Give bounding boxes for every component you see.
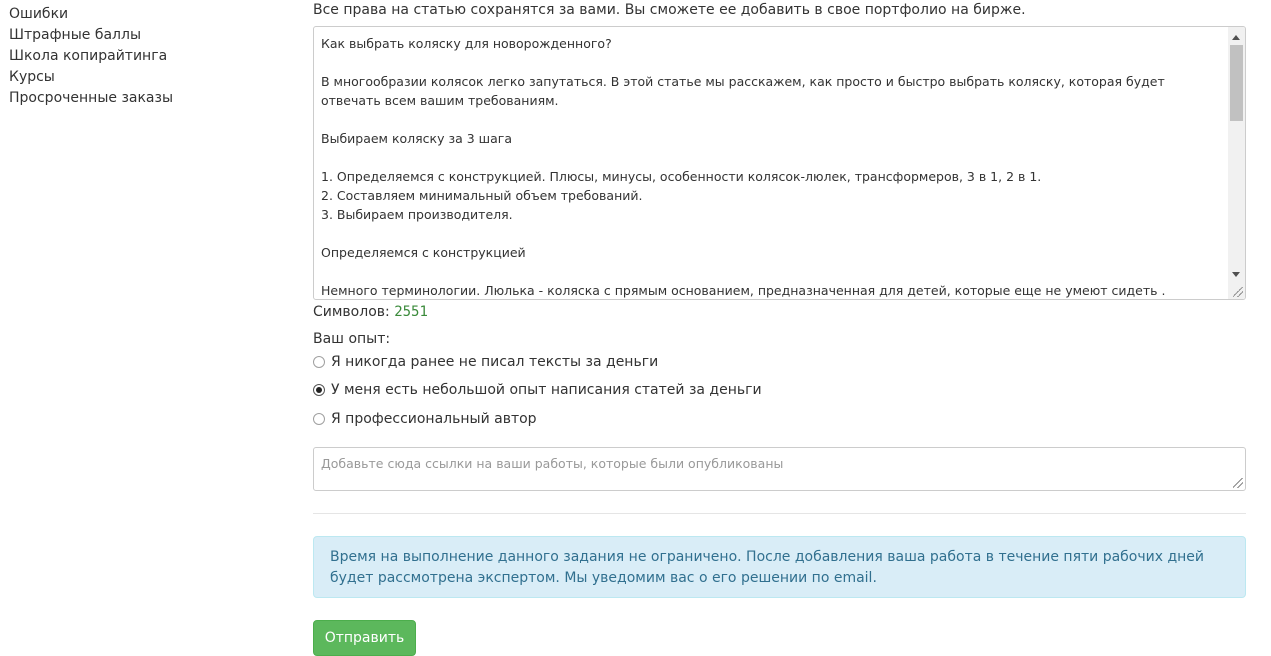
sidebar-item-copywriting-school[interactable]: Школа копирайтинга — [9, 48, 168, 64]
char-counter-value: 2551 — [394, 304, 428, 320]
submit-button[interactable]: Отправить — [313, 620, 416, 656]
experience-option-some[interactable] — [313, 380, 762, 400]
portfolio-links-textarea[interactable] — [313, 447, 1246, 491]
sidebar-menu — [9, 4, 279, 109]
sidebar-item-penalty-points[interactable]: Штрафные баллы — [9, 27, 141, 43]
article-scrollbar[interactable] — [1228, 27, 1245, 299]
sidebar-item-overdue-orders[interactable]: Просроченные заказы — [9, 90, 173, 106]
experience-option-label: Я никогда ранее не писал тексты за деньги — [331, 354, 659, 370]
scroll-thumb[interactable] — [1230, 45, 1243, 121]
experience-option-none[interactable] — [313, 352, 658, 372]
experience-option-professional[interactable] — [313, 409, 537, 429]
info-alert: Время на выполнение данного задания не ограничено. После добавления ваша работа в течение пяти рабочих дней будет рассмотрена экспертом. Мы уведомим вас о его решении по email. — [313, 536, 1246, 598]
resize-handle-icon[interactable] — [1233, 478, 1243, 488]
portfolio-links-placeholder: Добавьте сюда ссылки на ваши работы, которые были опубликованы — [321, 456, 784, 471]
article-text: Как выбрать коляску для новорожденного? В многообразии колясок легко запутаться. В этой статье мы расскажем, как просто и быстро выбрать коляску, которая будет отвечать всем вашим требованиям. Выбираем коляску за 3 шага 1. Определяемся с конструкцией. Плюсы, минусы, особенности колясок-люлек, трансформеров, 3 в 1, 2 в 1. 2. Составляем минимальный объем требований. 3. Выбираем производителя. Определяемся с конструкцией Немного терминологии. Люлька - коляска с прямым основанием, предназначенная для детей, которые еще не умеют сидеть . — [321, 36, 1166, 298]
article-textarea[interactable] — [313, 26, 1246, 300]
char-counter-label: Символов: — [313, 304, 390, 320]
divider — [313, 513, 1246, 514]
scroll-up-icon[interactable] — [1232, 35, 1240, 40]
experience-label: Ваш опыт: — [313, 331, 391, 347]
experience-option-label: Я профессиональный автор — [331, 411, 537, 427]
sidebar-item-courses[interactable]: Курсы — [9, 69, 55, 85]
resize-handle-icon[interactable] — [1233, 287, 1243, 297]
experience-option-label: У меня есть небольшой опыт написания статей за деньги — [331, 382, 762, 398]
rights-notice: Все права на статью сохранятся за вами. Вы сможете ее добавить в свое портфолио на бирже. — [313, 2, 1026, 18]
radio-button[interactable] — [313, 356, 325, 368]
scroll-down-icon[interactable] — [1232, 272, 1240, 277]
sidebar-item-errors[interactable]: Ошибки — [9, 6, 69, 22]
radio-button-checked[interactable] — [313, 384, 325, 396]
char-counter — [313, 303, 428, 321]
radio-button[interactable] — [313, 413, 325, 425]
